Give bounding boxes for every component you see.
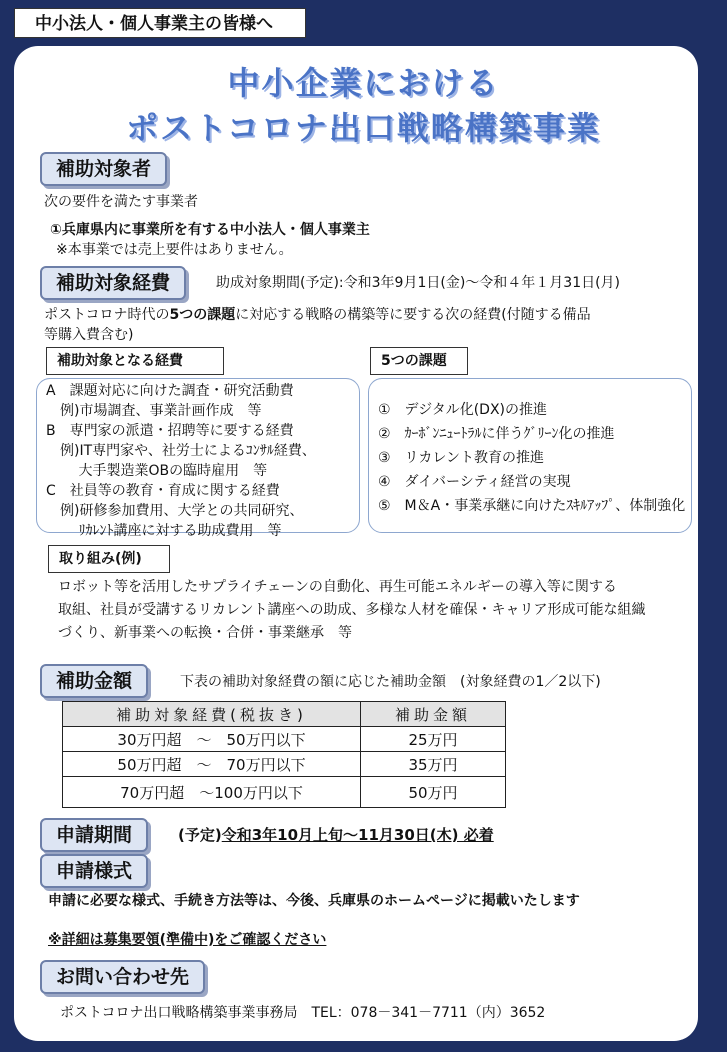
- table-row: [63, 752, 506, 777]
- expenses-description-line2: 等購入費含む): [44, 327, 134, 343]
- table-row: [63, 727, 506, 752]
- subsidy-amount-cell: 35万円: [361, 752, 506, 777]
- list-item: ② ｶｰﾎﾞﾝﾆｭｰﾄﾗﾙに伴うｸﾞﾘｰﾝ化の推進: [378, 426, 615, 442]
- column-header: 補助金額: [361, 702, 506, 727]
- examples-text: ロボット等を活用したサプライチェーンの自動化、再生可能エネルギーの導入等に関する 取組、社員が受講するリカレント講座への助成、多様な人材を確保・キャリア形成可能な組織 づくり、新事業への転換・合併・事業継承 等: [58, 579, 646, 641]
- list-item: 大手製造業OBの臨時雇用 等: [46, 463, 268, 479]
- eligible-expenses-label: 補助対象となる経費: [46, 347, 224, 375]
- list-item: B 専門家の派遣・招聘等に要する経費: [46, 423, 294, 439]
- target-intro: 次の要件を満たす事業者: [44, 194, 198, 210]
- list-item: ① デジタル化(DX)の推進: [378, 402, 548, 418]
- subsidy-amount-cell: 50万円: [361, 777, 506, 808]
- table-row: [63, 777, 506, 808]
- form-note: ※詳細は募集要領(準備中)をご確認ください: [48, 932, 327, 948]
- list-item: 例)市場調査、事業計画作成 等: [46, 403, 262, 419]
- audience-tag: 中小法人・個人事業主の皆様へ: [14, 8, 306, 38]
- table-header-row: [63, 702, 506, 727]
- title-line-1: 中小企業における: [227, 64, 500, 102]
- form-text: 申請に必要な様式、手続き方法等は、今後、兵庫県のホームページに掲載いたします: [48, 893, 580, 909]
- list-item: A 課題対応に向けた調査・研究活動費: [46, 383, 294, 399]
- list-item: 例)研修参加費用、大学との共同研究、: [46, 503, 304, 519]
- amount-description: 下表の補助対象経費の額に応じた補助金額 (対象経費の1／2以下): [180, 674, 601, 690]
- subsidy-amount-cell: 25万円: [361, 727, 506, 752]
- list-item: 例)IT専門家や、社労士によるｺﾝｻﾙ経費、: [46, 443, 316, 459]
- section-form-heading: 申請様式: [40, 854, 148, 888]
- eligible-expenses-list: [46, 381, 316, 541]
- expenses-description: ポストコロナ時代の5つの課題に対応する戦略の構築等に要する次の経費(付随する備品: [44, 307, 591, 323]
- five-issues-list: [378, 398, 685, 518]
- column-header: 補助対象経費(税抜き): [63, 702, 361, 727]
- expense-range-cell: 30万円超 ～ 50万円以下: [63, 727, 361, 752]
- section-period-heading: 申請期間: [40, 818, 148, 852]
- section-contact-heading: お問い合わせ先: [40, 960, 205, 994]
- target-requirement: ①兵庫県内に事業所を有する中小法人・個人事業主: [50, 222, 370, 238]
- section-amount-heading: 補助金額: [40, 664, 148, 698]
- expense-range-cell: 50万円超 ～ 70万円以下: [63, 752, 361, 777]
- list-item: ⑤ M＆A・事業承継に向けたｽｷﾙｱｯﾌﾟ、体制強化: [378, 498, 686, 514]
- five-issues-label: 5つの課題: [370, 347, 468, 375]
- examples-label: 取り組み(例): [48, 545, 170, 573]
- expenses-period: 助成対象期間(予定):令和3年9月1日(金)～令和４年１月31日(月): [216, 275, 621, 291]
- list-item: ③ リカレント教育の推進: [378, 450, 545, 466]
- section-target-heading: 補助対象者: [40, 152, 167, 186]
- expense-range-cell: 70万円超 ～100万円以下: [63, 777, 361, 808]
- title-line-2: ポストコロナ出口戦略構築事業: [126, 109, 601, 147]
- contact-text: ポストコロナ出口戦略構築事業事務局 TEL：078－341－7711（内）3652: [60, 1005, 546, 1021]
- list-item: ④ ダイバーシティ経営の実現: [378, 474, 571, 490]
- application-period: (予定)令和3年10月上旬～11月30日(木) 必着: [178, 826, 494, 844]
- list-item: ﾘｶﾚﾝﾄ講座に対する助成費用 等: [46, 523, 282, 539]
- amount-table: [62, 701, 506, 808]
- list-item: C 社員等の教育・育成に関する経費: [46, 483, 280, 499]
- target-note: ※本事業では売上要件はありません。: [56, 242, 293, 258]
- section-expenses-heading: 補助対象経費: [40, 266, 186, 300]
